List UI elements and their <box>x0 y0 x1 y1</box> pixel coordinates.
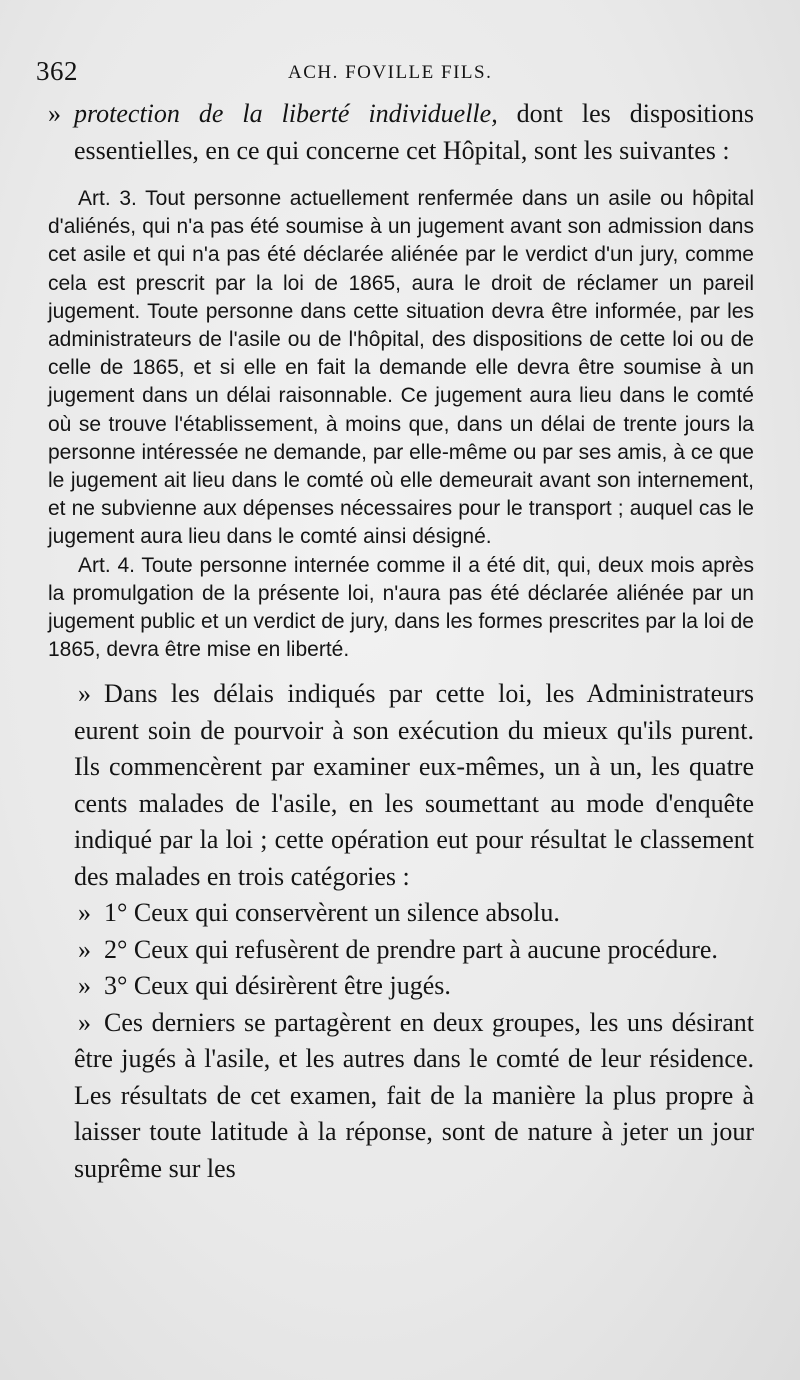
article-3-label: Art. 3. <box>78 187 137 210</box>
article-3-text: Tout personne actuellement renfermée dans un asile ou hôpital d'aliénés, qui n'a pas été soumise à un jugement avant son admission dans cet asile et qui n'a pas été déclarée aliénée par le verdict d'un jury, comme cela est prescrit par la loi de 1865, aura le droit de réclamer un pareil jugement. Toute personne dans cette situation devra être informée, par les administrateurs de l'asile ou de l'hôpital, des dispositions de cette loi ou de celle de 1865, et si elle en fait la demande elle devra être soumise à un jugement dans un délai raisonnable. Ce jugement aura lieu dans le comté où se trouve l'établissement, à moins que, dans un délai de trente jours la personne intéressée ne demande, par elle-même ou par ses amis, à ce que le jugement ait lieu dans le comté où elle demeurait avant son internement, et ne subvienne aux dépenses nécessaires pour le transport ; auquel cas le jugement aura lieu dans le comté ainsi désigné. <box>48 187 754 549</box>
quote-mark: » <box>78 971 91 1001</box>
law-articles <box>48 185 754 664</box>
category-1-text: 1° Ceux qui conservèrent un silence absolu. <box>104 898 560 928</box>
quote-intro-paragraph <box>48 96 754 169</box>
category-2 <box>74 932 754 969</box>
running-head: ACH. FOVILLE FILS. <box>288 62 493 83</box>
narrative-text-2: Ces derniers se partagèrent en deux groupes, les uns désirant être jugés à l'asile, et les autres dans le comté de leur résidence. Les résultats de cet examen, fait de la manière la plus propre à laisser toute latitude à la réponse, sont de nature à jeter un jour suprême sur les <box>74 1007 754 1183</box>
quote-mark: » <box>48 99 61 128</box>
category-3 <box>74 968 754 1005</box>
narrative-paragraph-2 <box>74 1005 754 1188</box>
quote-intro-italic: protection de la liberté individuelle, <box>74 99 498 128</box>
quote-intro-rest: dont les dispositions essentielles, en ce qui concerne cet Hôpital, sont les suivantes : <box>74 99 754 165</box>
narrative-text-1: Dans les délais indiqués par cette loi, les Administrateurs eurent soin de pourvoir à son exécution du mieux qu'ils purent. Ils commencèrent par examiner eux-mêmes, un à un, les quatre cents malades de l'asile, en les soumettant au mode d'enquête indiqué par la loi ; cette opération eut pour résultat le classement des malades en trois catégories : <box>74 679 754 891</box>
narrative <box>74 676 754 1187</box>
page-number: 362 <box>36 56 78 86</box>
article-4-text: Toute personne internée comme il a été dit, qui, deux mois après la promulgation de la présente loi, n'aura pas été déclarée aliénée par un jugement public et un verdict de jury, dans les formes prescrites par la loi de 1865, devra être mise en liberté. <box>48 553 754 662</box>
narrative-paragraph-1 <box>74 676 754 895</box>
category-3-text: 3° Ceux qui désirèrent être jugés. <box>104 971 451 1001</box>
article-4 <box>48 552 754 665</box>
article-3 <box>48 185 754 552</box>
quote-mark: » <box>78 679 91 709</box>
page-header <box>36 56 764 96</box>
quote-mark: » <box>78 1007 91 1037</box>
article-4-label: Art. 4. <box>78 553 135 577</box>
quote-mark: » <box>78 898 91 928</box>
quote-mark: » <box>78 934 91 964</box>
category-2-text: 2° Ceux qui refusèrent de prendre part à aucune procédure. <box>104 934 718 964</box>
category-1 <box>74 895 754 932</box>
quote-intro <box>48 96 754 169</box>
